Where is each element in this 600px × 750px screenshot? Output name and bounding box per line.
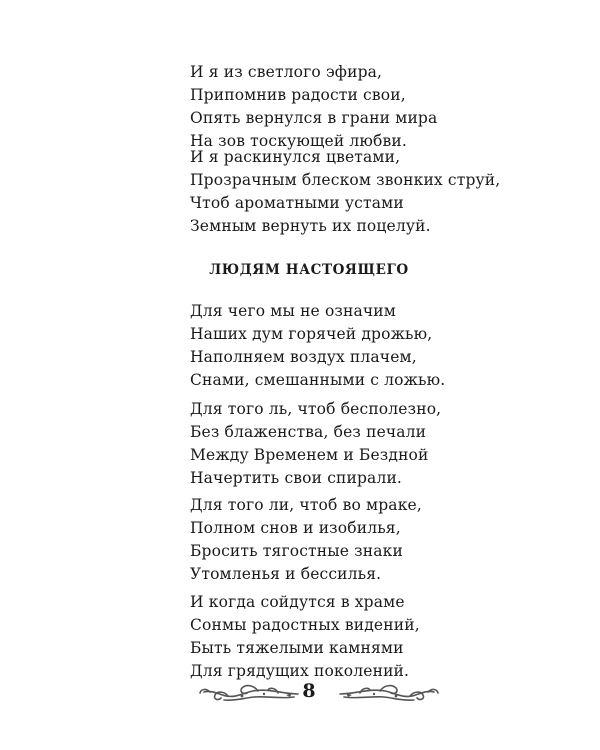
poem-line: Наполняем воздух плачем,: [190, 348, 417, 366]
poem-line: На зов тоскующей любви.: [190, 132, 407, 150]
poem-line: Снами, смешанными с ложью.: [190, 371, 446, 389]
poem-line: Между Временем и Бездной: [190, 446, 429, 464]
poem-line: Для чего мы не означим: [190, 302, 396, 320]
poem-title: ЛЮДЯМ НАСТОЯЩЕГО: [209, 262, 409, 278]
poem-line: Земным вернуть их поцелуй.: [190, 217, 431, 235]
poem-line: Припомнив радости свои,: [190, 86, 406, 104]
poem-line: Бросить тягостные знаки: [190, 542, 403, 560]
poem-line: И когда сойдутся в храме: [190, 593, 405, 611]
ornament-right-icon: [338, 682, 440, 704]
poem-line: Опять вернулся в грани мира: [190, 109, 438, 127]
poem-line: Наших дум горячей дрожью,: [190, 325, 433, 343]
poem-line: Быть тяжелыми камнями: [190, 639, 404, 657]
poem-line: Прозрачным блеском звонких струй,: [190, 171, 501, 189]
poem-line: Для того ль, чтоб бесполезно,: [190, 400, 442, 418]
poem-line: И я раскинулся цветами,: [190, 148, 401, 166]
stanza: [190, 398, 441, 490]
poem-line: Полном снов и изобилья,: [190, 519, 401, 537]
poem-line: Чтоб ароматными устами: [190, 194, 404, 212]
stanza: [190, 146, 500, 238]
poem-line: Утомленья и бессилья.: [190, 565, 382, 583]
poem-line: Сонмы радостных видений,: [190, 616, 420, 634]
poem-line: Начертить свои спирали.: [190, 469, 403, 487]
poem-line: Без блаженства, без печали: [190, 423, 427, 441]
stanza: [190, 61, 437, 153]
stanza: [190, 591, 420, 683]
poem-line: Для грядущих поколений.: [190, 662, 410, 680]
stanza: [190, 300, 445, 392]
page-footer: [0, 676, 600, 710]
page-number: 8: [302, 680, 316, 702]
poem-line: И я из светлого эфира,: [190, 63, 383, 81]
stanza: [190, 494, 422, 586]
poem-line: Для того ли, чтоб во мраке,: [190, 496, 422, 514]
